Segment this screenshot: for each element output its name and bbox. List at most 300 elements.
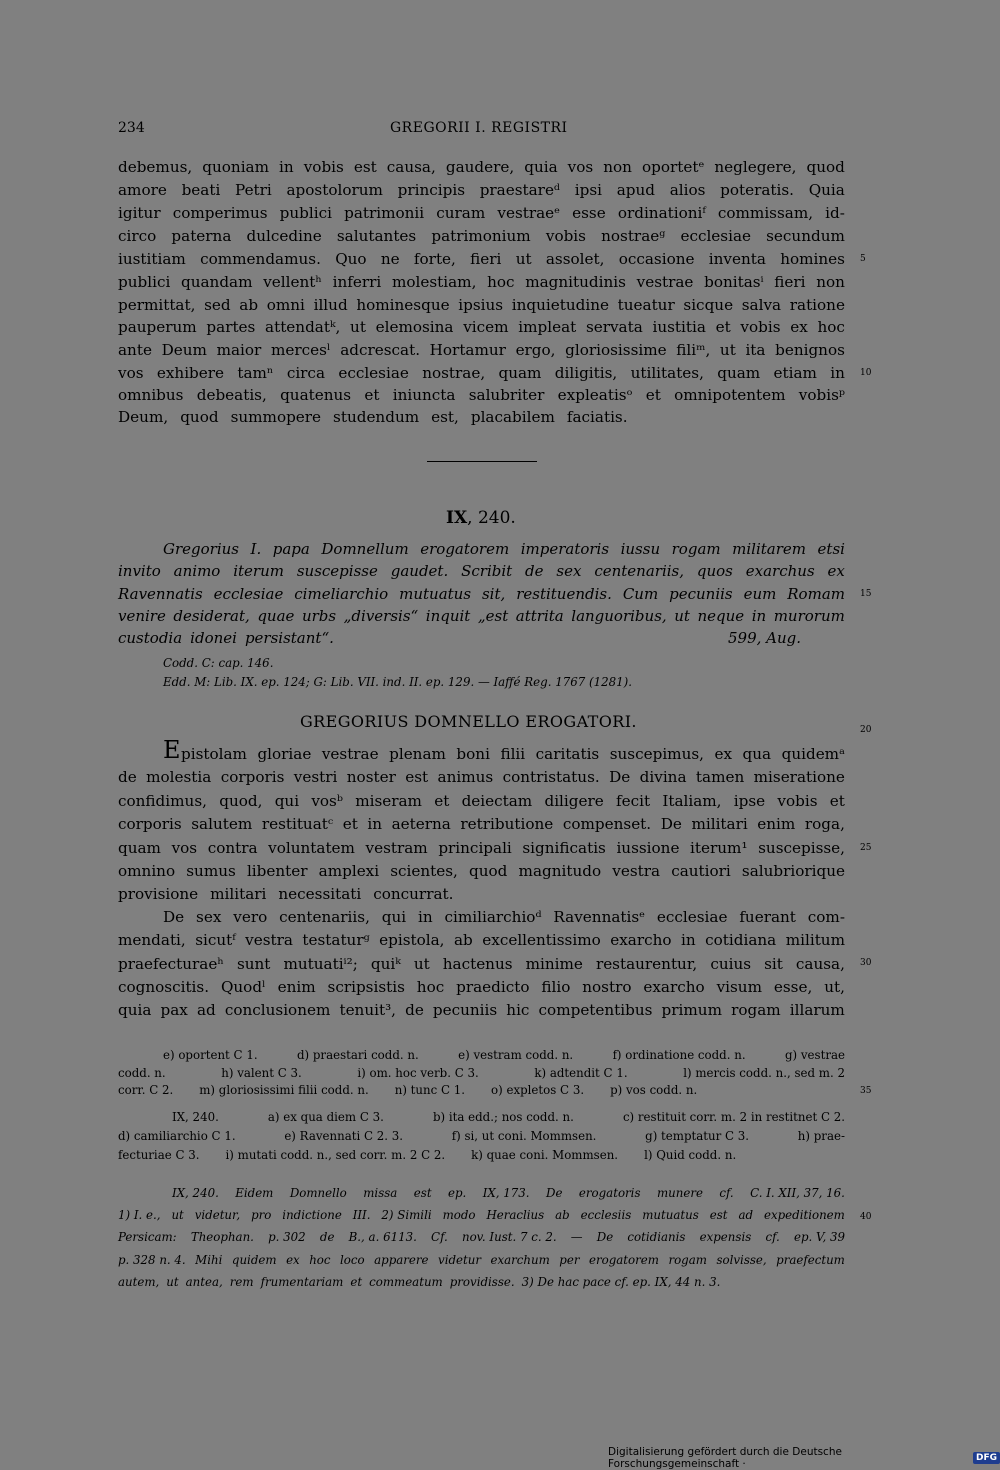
word: alios <box>669 181 706 199</box>
page-number: 234 <box>118 120 145 136</box>
word: Scribit <box>461 562 513 580</box>
word: quidemᵃ <box>781 745 845 763</box>
word: boni <box>456 745 490 763</box>
text-line <box>118 318 845 336</box>
word: praefectum <box>776 1253 845 1267</box>
line-number: 15 <box>860 589 872 599</box>
word: neglegere, <box>714 158 797 176</box>
credit-text: Digitalisierung gefördert durch die Deutsche Forschungsgemeinschaft · <box>608 1446 842 1470</box>
word: apparere <box>374 1253 429 1267</box>
word: retributione <box>460 815 554 833</box>
word: praestareᵈ <box>479 181 561 199</box>
text-line <box>118 839 845 857</box>
word: iterum <box>233 562 284 580</box>
word: est <box>709 1208 728 1222</box>
word: est <box>413 1186 432 1200</box>
word: nov. Iust. 7 c. 2. <box>461 1230 557 1244</box>
footnote-line <box>118 1083 845 1097</box>
word: g) temptatur C 3. <box>645 1129 750 1143</box>
commentary-line <box>118 1275 845 1289</box>
word: i) mutati codd. n., sed corr. m. 2 C 2. <box>225 1148 446 1162</box>
word: sumus <box>186 862 236 880</box>
word: ut <box>171 1208 184 1222</box>
word: pistolam <box>181 745 247 763</box>
text-line <box>118 158 845 176</box>
word: h) prae- <box>797 1129 845 1143</box>
commentary-line <box>118 1208 845 1222</box>
word: i) om. hoc verb. C 3. <box>357 1066 479 1080</box>
word: militari <box>210 885 267 903</box>
word: militum <box>785 931 845 949</box>
text-line <box>118 862 845 880</box>
word: quam <box>118 839 161 857</box>
word: de <box>405 1001 424 1019</box>
word: Eidem <box>235 1186 274 1200</box>
word: sicque <box>683 296 734 314</box>
word: beati <box>181 181 221 199</box>
word: rogam <box>731 1001 781 1019</box>
word: et <box>364 386 380 404</box>
word: quatenus <box>280 386 352 404</box>
word: principis <box>397 181 465 199</box>
word: ex <box>714 745 733 763</box>
word: enim <box>757 815 796 833</box>
word: non <box>603 158 632 176</box>
text-line <box>118 885 845 903</box>
word: quam <box>498 364 542 382</box>
word: et <box>342 815 358 833</box>
word: in <box>279 158 294 176</box>
word: sex <box>556 562 582 580</box>
commentary-line <box>118 1230 845 1244</box>
word: inquietudine <box>511 296 609 314</box>
section-divider <box>427 461 537 462</box>
word: est <box>405 768 429 786</box>
word: tamⁿ <box>237 364 274 382</box>
word: k) adtendit C 1. <box>534 1066 628 1080</box>
text-line <box>118 273 845 291</box>
word: p. 328 n. 4. <box>118 1253 186 1267</box>
word: exarcho <box>610 931 672 949</box>
word: contra <box>207 839 258 857</box>
word: expeditionem <box>763 1208 845 1222</box>
text-line <box>181 745 845 763</box>
word: ratione <box>789 296 845 314</box>
word: iussu <box>620 540 661 558</box>
word: iterum¹ <box>690 839 748 857</box>
text-line <box>118 227 845 245</box>
word: f) si, ut coni. Mommsen. <box>451 1129 597 1143</box>
word: esse, <box>773 978 813 996</box>
word: molestiam, <box>391 273 477 291</box>
word: quoniam <box>202 158 270 176</box>
word: cautiori <box>671 862 731 880</box>
footnote-line <box>118 1129 845 1143</box>
word: quod <box>806 158 845 176</box>
word: testaturᵍ <box>302 931 370 949</box>
summary-line <box>118 607 845 625</box>
word: cf. <box>719 1186 734 1200</box>
word: tenuit³, <box>339 1001 396 1019</box>
word: est <box>353 158 377 176</box>
word: minime <box>525 955 583 973</box>
word: hoc <box>309 1253 331 1267</box>
word: gaudere, <box>445 158 515 176</box>
word: publici <box>279 204 332 222</box>
footnote-line <box>118 1066 845 1080</box>
word: patrimonium <box>431 227 531 245</box>
word: epistola, <box>379 931 445 949</box>
word: Quo <box>335 250 367 268</box>
page-header <box>118 120 845 138</box>
word: urbs <box>301 607 337 625</box>
word: pauperum <box>118 318 197 336</box>
word: aeterna <box>391 815 451 833</box>
word: iniuncta <box>392 386 456 404</box>
word: hominesque <box>356 296 450 314</box>
word: ep. <box>448 1186 467 1200</box>
text-line <box>118 978 845 996</box>
word: vos <box>171 839 198 857</box>
word: 3) De hac pace cf. ep. IX, 44 n. 3. <box>521 1275 721 1289</box>
word: ne <box>380 250 400 268</box>
word: ut <box>719 341 736 359</box>
word: De <box>546 1186 563 1200</box>
word: vestra <box>245 931 293 949</box>
line-number: 20 <box>860 725 872 735</box>
word: maior <box>216 341 262 359</box>
word: salubriter <box>468 386 545 404</box>
word: ut <box>413 955 430 973</box>
word: benignos <box>775 341 845 359</box>
word: Heraclius <box>486 1208 545 1222</box>
word: significatis <box>522 839 606 857</box>
text-line <box>118 768 845 786</box>
word: dulcedine <box>246 227 322 245</box>
word: magnitudo <box>518 862 602 880</box>
letter-index: , 240. <box>467 508 516 528</box>
word: de <box>118 768 137 786</box>
word: scripsistis <box>327 978 405 996</box>
word: Quodˡ <box>220 978 266 996</box>
word: „est <box>477 607 509 625</box>
word: est, <box>431 408 459 426</box>
word: etiam <box>773 364 817 382</box>
text-line <box>118 931 845 949</box>
word: vobis <box>545 227 586 245</box>
word: Petri <box>235 181 272 199</box>
word: c) restituit corr. m. 2 in restitnet C 2. <box>622 1110 845 1124</box>
word: ecclesiae <box>656 908 728 926</box>
word: quam <box>717 364 761 382</box>
footnote-line <box>118 1148 845 1162</box>
word: venire <box>118 607 166 625</box>
word: inquit <box>425 607 471 625</box>
word: persistant“. <box>244 629 334 647</box>
word: militari <box>691 815 748 833</box>
word: e) oportent C 1. <box>163 1048 258 1062</box>
word: omnipotentem <box>674 386 786 404</box>
word: impleat <box>518 318 577 336</box>
word: in <box>681 931 696 949</box>
word: mutuatiⁱ²; <box>283 955 358 973</box>
text-line <box>118 364 845 382</box>
word: Ravennatis <box>118 585 203 603</box>
word: conclusionem <box>224 1001 331 1019</box>
word: vestra <box>612 862 661 880</box>
word: munere <box>656 1186 703 1200</box>
word: indictione <box>282 1208 342 1222</box>
word: compenset. <box>562 815 652 833</box>
word: hic <box>506 1001 530 1019</box>
word: vestraeᵉ <box>497 204 561 222</box>
letter-date: 599, Aug. <box>728 629 802 647</box>
word: vobis <box>777 792 818 810</box>
word: vobis <box>740 318 781 336</box>
word: restaurentur, <box>595 955 698 973</box>
text-line <box>118 250 845 268</box>
word: cotidiana <box>705 931 777 949</box>
word: apud <box>616 181 655 199</box>
running-title: GREGORII I. REGISTRI <box>390 120 568 136</box>
word: hoc <box>487 273 515 291</box>
word: a) ex qua diem C 3. <box>267 1110 384 1124</box>
word: „diversis“ <box>343 607 419 625</box>
word: diligitis, <box>554 364 618 382</box>
word: exarchum <box>490 1253 550 1267</box>
word: cognoscitis. <box>118 978 210 996</box>
word: hactenus <box>442 955 513 973</box>
word: summopere <box>230 408 322 426</box>
word: hoc <box>817 318 845 336</box>
word: fuerant <box>739 908 796 926</box>
word: curam <box>436 204 486 222</box>
word: vos <box>567 158 594 176</box>
word: circo <box>118 227 157 245</box>
word: ordinationiᶠ <box>617 204 706 222</box>
word: occasione <box>618 250 695 268</box>
word: et <box>715 318 731 336</box>
word: qua <box>742 745 772 763</box>
word: quandam <box>181 273 253 291</box>
word: Hortamur <box>429 341 506 359</box>
word: provisione <box>118 885 199 903</box>
word: eum <box>743 585 777 603</box>
word: primum <box>661 1001 722 1019</box>
text-line <box>118 408 845 426</box>
word: non <box>816 273 845 291</box>
word: cuius <box>710 955 752 973</box>
word: erogatorem <box>420 540 510 558</box>
word: pecuniis <box>432 1001 498 1019</box>
word: quidem <box>231 1253 277 1267</box>
word: ex <box>286 1253 300 1267</box>
word: debemus, <box>118 158 193 176</box>
text-line <box>118 815 845 833</box>
word: vestram <box>365 839 428 857</box>
word: salutem <box>191 815 253 833</box>
word: quia <box>118 1001 152 1019</box>
word: quod <box>180 408 219 426</box>
word: comperimus <box>172 204 268 222</box>
word: ex <box>790 318 808 336</box>
word: causa, <box>795 955 845 973</box>
word: gloriosissime <box>565 341 667 359</box>
word: animus <box>437 768 494 786</box>
word: III. <box>352 1208 371 1222</box>
word: amplexi <box>318 862 380 880</box>
word: m) gloriosissimi filii codd. n. <box>199 1083 369 1097</box>
word: scientes, <box>390 862 458 880</box>
word: codd. n. <box>118 1066 166 1080</box>
word: utilitates, <box>630 364 704 382</box>
commentary-line <box>118 1253 845 1267</box>
word: l) mercis codd. n., sed m. 2 <box>683 1066 845 1080</box>
word: 1) I. e., <box>118 1208 161 1222</box>
word: inventa <box>708 250 766 268</box>
word: poteratis. <box>720 181 794 199</box>
word: imperatoris <box>520 540 610 558</box>
word: vobis <box>303 158 344 176</box>
word: ut <box>350 318 366 336</box>
word: qui <box>274 792 300 810</box>
dfg-logo: DFG <box>973 1452 1000 1464</box>
word: fieri <box>470 250 502 268</box>
word: igitur <box>118 204 161 222</box>
word: illud <box>313 296 348 314</box>
word: vobisᵖ <box>798 386 845 404</box>
word: in <box>830 364 845 382</box>
word: vestrae <box>636 273 694 291</box>
word: ecclesiis <box>580 1208 632 1222</box>
word: molestia <box>146 768 212 786</box>
line-number: 35 <box>860 1086 872 1096</box>
word: ab <box>454 931 473 949</box>
word: centenariis, <box>279 908 370 926</box>
word: oportetᵉ <box>641 158 705 176</box>
word: elemosina <box>375 318 454 336</box>
word: de <box>319 1230 335 1244</box>
word: principali <box>438 839 512 857</box>
word: Deum <box>161 341 207 359</box>
word: desiderat, <box>173 607 250 625</box>
word: caritatis <box>535 745 600 763</box>
word: p) vos codd. n. <box>610 1083 698 1097</box>
word: corporis <box>118 815 182 833</box>
word: causa, <box>386 158 436 176</box>
word: esse <box>572 204 606 222</box>
word: tueatur <box>617 296 675 314</box>
word: etsi <box>817 540 845 558</box>
word: quae <box>257 607 295 625</box>
word: rogam <box>668 1253 707 1267</box>
word: n) tunc C 1. <box>394 1083 466 1097</box>
word: providisse. <box>449 1275 515 1289</box>
word: Domnellum <box>321 540 409 558</box>
word: militarem <box>732 540 807 558</box>
word: faciatis. <box>566 408 628 426</box>
word: antea, <box>185 1275 223 1289</box>
word: d) praestari codd. n. <box>296 1048 419 1062</box>
word: vestri <box>293 768 338 786</box>
word: hoc <box>416 978 445 996</box>
letter-number <box>446 508 516 528</box>
word: attendatᵏ, <box>265 318 341 336</box>
word: centenariis, <box>594 562 685 580</box>
word: frumentariam <box>260 1275 344 1289</box>
word: missa <box>363 1186 398 1200</box>
text-line <box>118 341 845 359</box>
word: Quia <box>808 181 845 199</box>
word: salutantes <box>336 227 417 245</box>
word: in <box>751 607 767 625</box>
word: ut <box>166 1275 179 1289</box>
footnote-line <box>163 1048 845 1062</box>
word: solvisse, <box>716 1253 767 1267</box>
word: — <box>570 1230 583 1244</box>
word: suscepisse, <box>758 839 845 857</box>
letter-book: IX <box>446 508 468 528</box>
word: enim <box>277 978 316 996</box>
word: Ravennatisᵉ <box>553 908 646 926</box>
word: gaudet. <box>390 562 449 580</box>
word: languoribus, <box>571 607 667 625</box>
word: sicutᶠ <box>195 931 236 949</box>
word: de <box>525 562 544 580</box>
editions-note: Edd. M: Lib. IX. ep. 124; G: Lib. VII. ind. II. ep. 129. — Iaffé Reg. 1767 (1281). <box>163 675 632 689</box>
word: Theophan. <box>190 1230 254 1244</box>
word: sit <box>764 955 783 973</box>
word: e) Ravennati C 2. 3. <box>284 1129 404 1143</box>
word: miseram <box>355 792 422 810</box>
word: debeatis, <box>196 386 267 404</box>
word: assolet, <box>545 250 605 268</box>
word: o) expletos C 3. <box>491 1083 585 1097</box>
word: nostro <box>582 978 632 996</box>
word: tamen <box>695 768 745 786</box>
word: k) quae coni. Mommsen. <box>471 1148 619 1162</box>
line-number: 10 <box>860 368 872 378</box>
word: cotidianis <box>627 1230 686 1244</box>
word: ep. V, 39 <box>793 1230 845 1244</box>
word: f) ordinatione codd. n. <box>612 1048 746 1062</box>
text-line <box>118 386 845 404</box>
word: restituatᶜ <box>261 815 334 833</box>
word: videtur <box>438 1253 481 1267</box>
word: exarcho <box>643 978 705 996</box>
word: idonei <box>190 629 237 647</box>
word: IX, 240. <box>172 1186 219 1200</box>
word: in <box>367 815 383 833</box>
word: De <box>660 815 682 833</box>
word: concurrat. <box>373 885 454 903</box>
word: pro <box>251 1208 272 1222</box>
word: paterna <box>171 227 232 245</box>
word: competentibus <box>538 1001 653 1019</box>
line-number: 40 <box>860 1212 872 1222</box>
word: partes <box>206 318 256 336</box>
word: omni <box>266 296 305 314</box>
word: publici <box>118 273 171 291</box>
word: mutuatus <box>399 585 472 603</box>
word: et <box>350 1275 363 1289</box>
word: loco <box>340 1253 365 1267</box>
word: I. <box>250 540 262 558</box>
word: diligere <box>544 792 604 810</box>
summary-line <box>118 562 845 580</box>
word: in <box>418 908 433 926</box>
word: vestrae <box>321 745 379 763</box>
